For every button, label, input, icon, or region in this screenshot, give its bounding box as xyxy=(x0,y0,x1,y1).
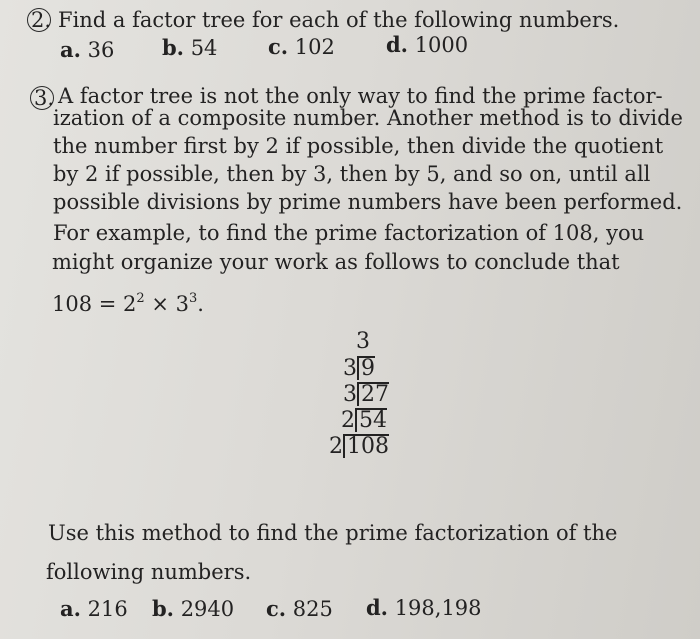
part-value: 198,198 xyxy=(394,596,482,620)
top-quotient: 3 xyxy=(356,329,370,354)
part-value: 2940 xyxy=(180,597,235,621)
instructions-line-2: following numbers. xyxy=(46,560,252,584)
problem-3-line-4: by 2 if possible, then by 3, then by 5, and so on, until all xyxy=(53,162,651,186)
problem-3-line-5: possible divisions by prime numbers have been performed. xyxy=(53,190,683,214)
instructions-line-1: Use this method to find the prime factorization of the xyxy=(48,521,618,545)
dividend: 9 xyxy=(357,356,375,380)
divisor: 3 xyxy=(343,382,357,407)
equation-end: . xyxy=(197,292,204,316)
factorization-equation xyxy=(52,287,204,316)
part-value: 825 xyxy=(292,597,333,621)
part-label: b. xyxy=(162,35,184,60)
problem-2-part-d xyxy=(386,33,468,57)
equation-middle: × 3 xyxy=(144,292,189,316)
problem-2-part-a xyxy=(60,38,114,62)
division-row xyxy=(343,382,389,407)
dividend: 54 xyxy=(355,408,387,432)
problem-2-text: Find a factor tree for each of the following numbers. xyxy=(58,8,620,32)
dividend: 27 xyxy=(357,382,389,406)
part-label: a. xyxy=(60,37,81,62)
problem-3-line-7: might organize your work as follows to conclude that xyxy=(52,250,620,274)
part-label: c. xyxy=(266,596,287,621)
problem-3-line-6: For example, to find the prime factorization of 108, you xyxy=(53,221,645,245)
part-value: 216 xyxy=(87,597,128,621)
part-label: c. xyxy=(268,34,289,59)
problem-3-part-d xyxy=(366,596,482,620)
part-label: d. xyxy=(386,32,408,57)
problem-3-part-b xyxy=(152,597,234,621)
division-row xyxy=(343,356,375,381)
part-value: 54 xyxy=(190,36,218,60)
problem-2-part-b xyxy=(162,36,217,60)
part-value: 36 xyxy=(87,38,115,62)
problem-3-line-1: A factor tree is not the only way to find the prime factor- xyxy=(58,84,663,108)
problem-2-part-c xyxy=(268,35,335,59)
divisor: 2 xyxy=(329,434,343,459)
divisor: 3 xyxy=(343,356,357,381)
part-value: 1000 xyxy=(414,33,469,57)
division-row xyxy=(329,434,389,459)
problem-2-number: 2. xyxy=(31,8,52,32)
problem-3-number: 3. xyxy=(34,86,55,110)
equation-lhs: 108 = 2 xyxy=(52,292,137,316)
part-label: b. xyxy=(152,596,174,621)
equation-exponent-2: 3 xyxy=(188,291,198,306)
dividend: 108 xyxy=(343,434,389,458)
equation-exponent-1: 2 xyxy=(136,291,145,306)
part-label: a. xyxy=(60,596,81,621)
part-value: 102 xyxy=(294,35,335,59)
problem-3-line-2: ization of a composite number. Another method is to divide xyxy=(53,106,683,130)
part-label: d. xyxy=(366,595,388,620)
divisor: 2 xyxy=(341,408,355,433)
problem-3-part-a xyxy=(60,597,128,621)
problem-3-part-c xyxy=(266,597,333,621)
division-row xyxy=(341,408,387,433)
problem-3-line-3: the number first by 2 if possible, then divide the quotient xyxy=(53,134,664,158)
